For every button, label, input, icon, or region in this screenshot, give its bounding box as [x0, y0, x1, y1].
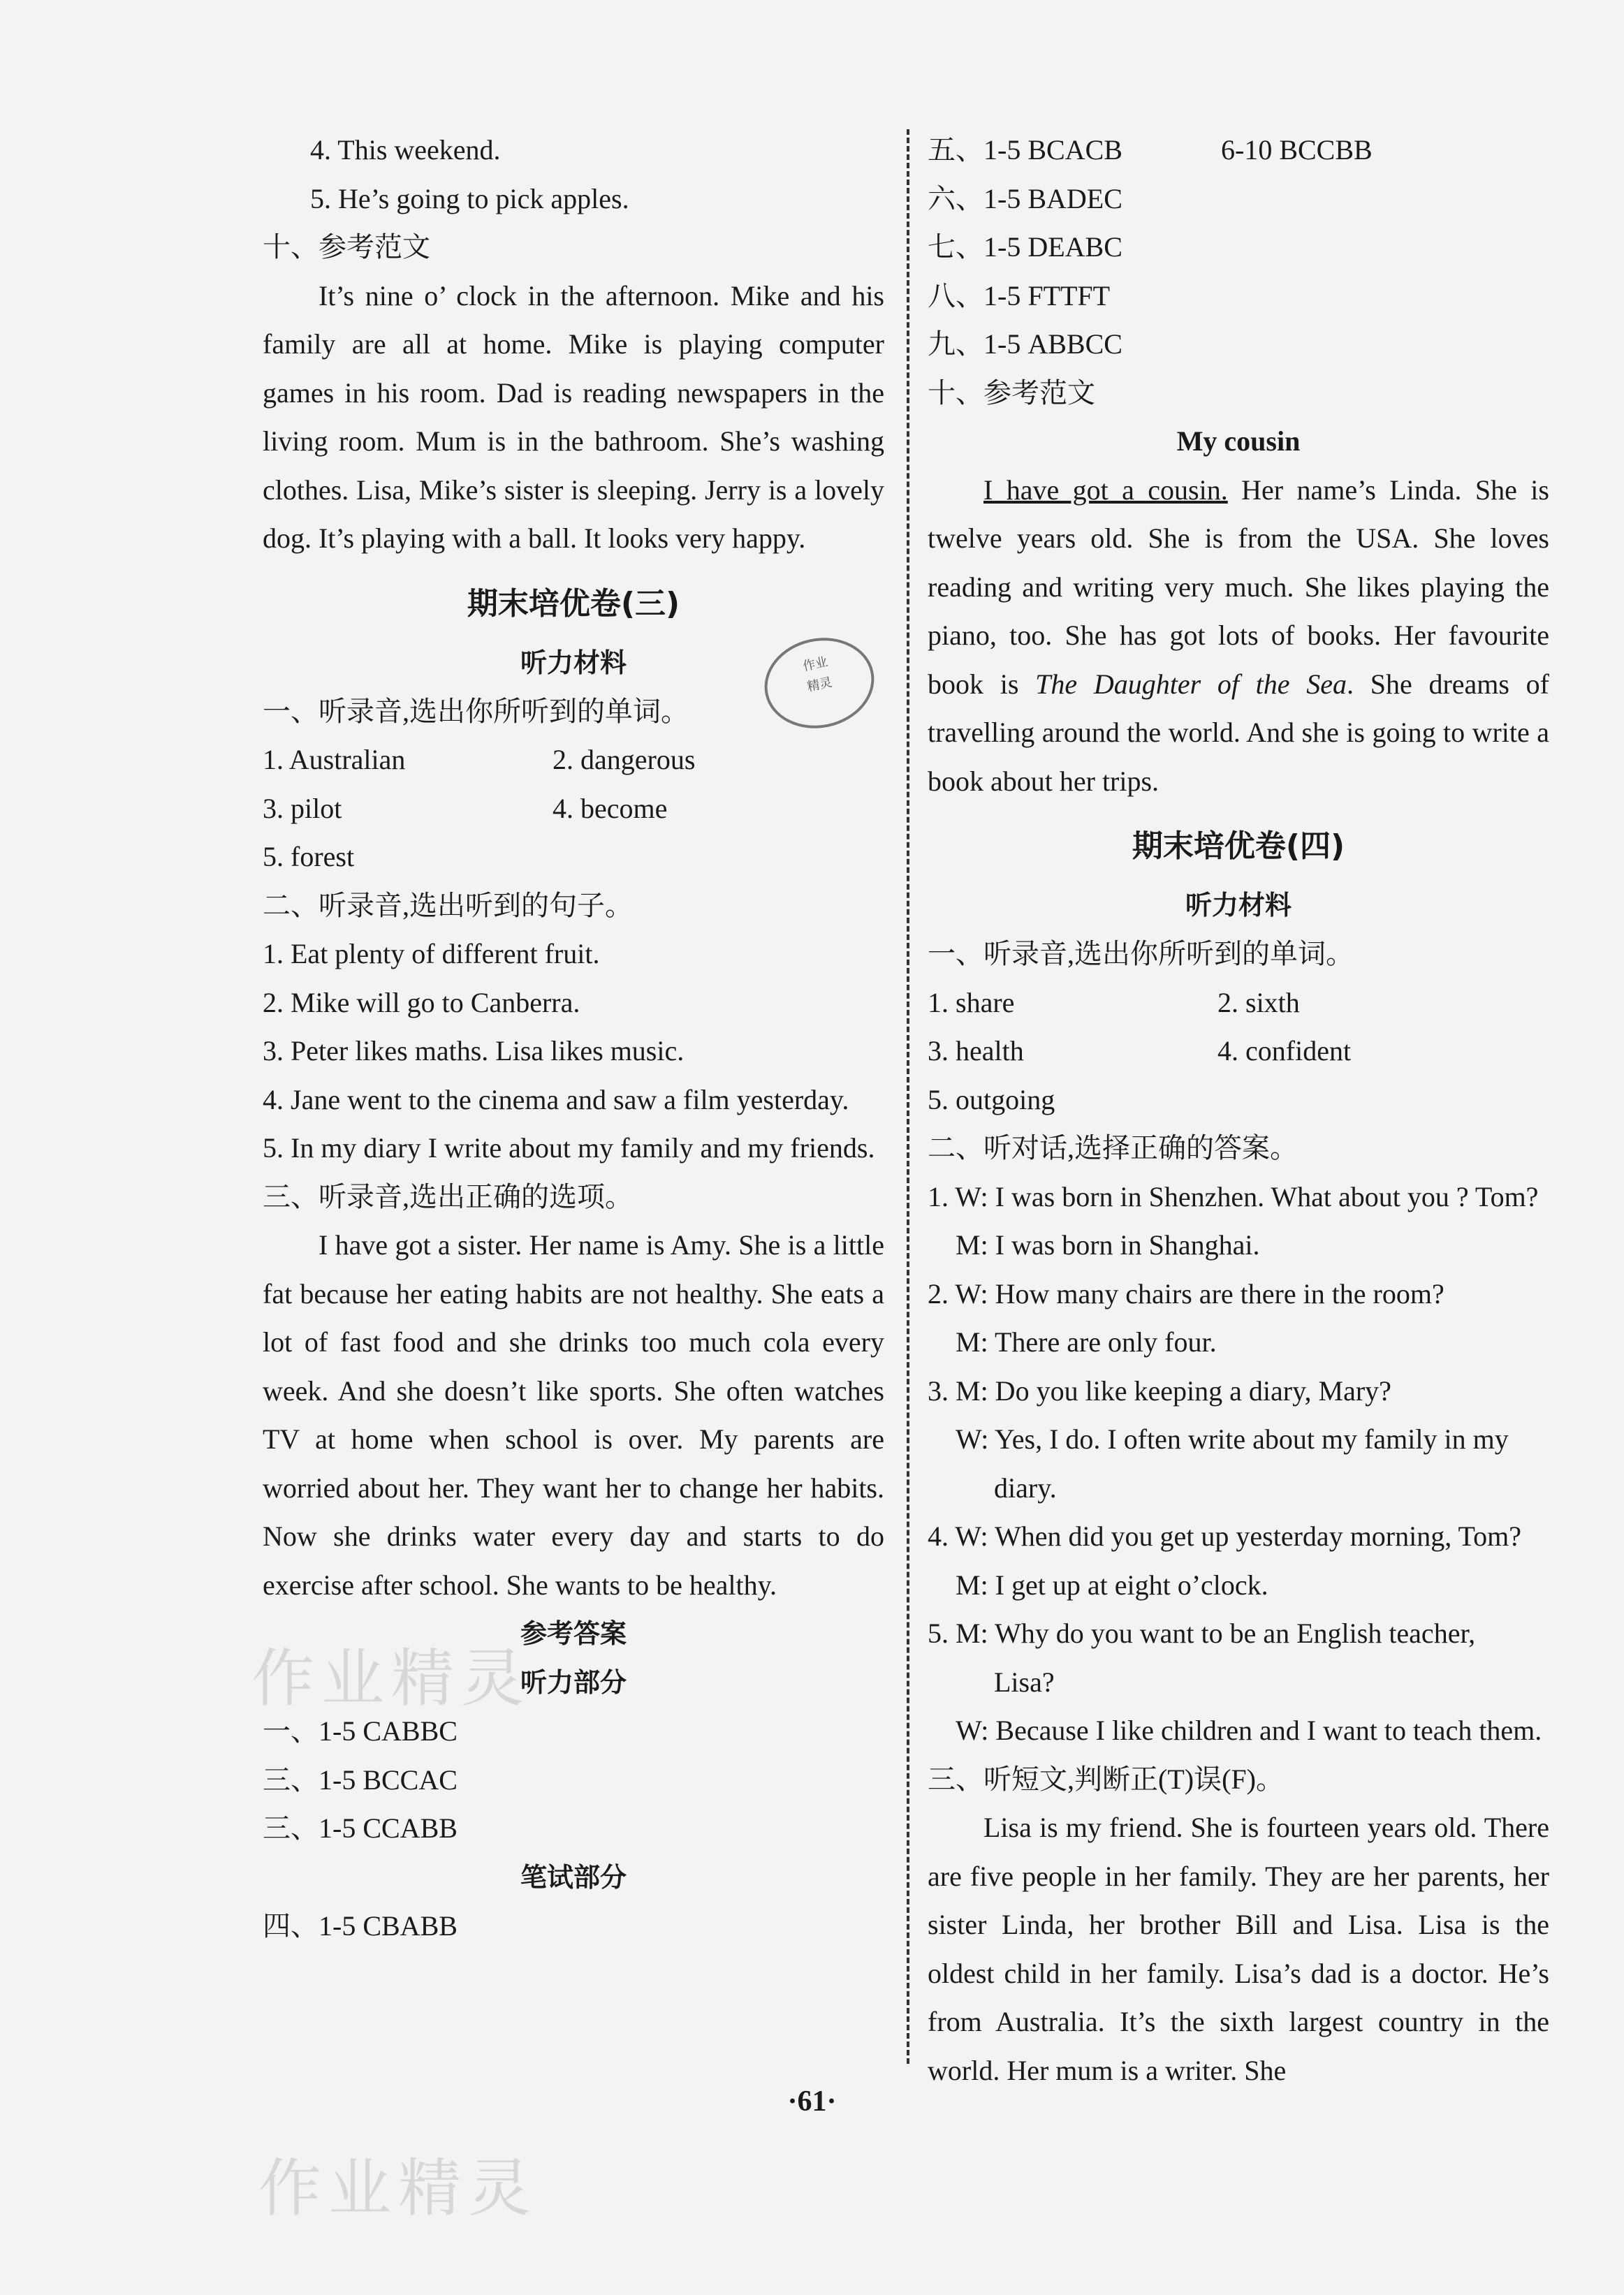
answer-key: 一、1-5 CABBC — [263, 1715, 458, 1747]
dialogue-line: M: I was born in Shanghai. — [956, 1229, 1260, 1261]
book-title: The Daughter of the Sea — [1035, 668, 1347, 700]
sample-essay — [928, 466, 1549, 806]
dialogue-line: 4. W: When did you get up yesterday morning, Tom? — [928, 1520, 1522, 1552]
question-heading: 三、听录音,选出正确的选项。 — [263, 1180, 633, 1212]
word-item: 1. share — [928, 986, 1015, 1018]
listening-passage: Lisa is my friend. She is fourteen years old. There are five people in her family. They are her parents, her sister Linda, her brother Bill and Lisa. Lisa is the oldest child in her family. Lisa’s dad is a doctor. He’s from Australia. It’s the sixth largest country in the world. Her mum is a writer. She — [928, 1812, 1549, 2086]
dialogue-line: 3. M: Do you like keeping a diary, Mary? — [928, 1374, 1391, 1407]
answer-key: 五、1-5 BCACB — [928, 134, 1122, 166]
answer-key-row — [928, 126, 1549, 175]
watermark: 作业精灵 — [251, 1642, 531, 1715]
word-row — [263, 735, 884, 784]
word-item: 4. become — [553, 792, 668, 824]
dialogue-line: M: I get up at eight o’clock. — [956, 1569, 1268, 1601]
section-heading: 十、参考范文 — [263, 231, 430, 263]
exam-title: 期末培优卷(四) — [1132, 828, 1345, 864]
listening-title: 听力材料 — [1185, 890, 1292, 921]
dialogue-line: 5. M: Why do you want to be an English teacher, — [928, 1618, 1476, 1649]
word-row — [928, 978, 1549, 1027]
dialogue-line: 1. W: I was born in Shenzhen. What about you ? Tom? — [928, 1180, 1539, 1212]
answer-line: 5. He’s going to pick apples. — [310, 182, 629, 214]
sample-essay: It’s nine o’ clock in the afternoon. Mike and his family are all at home. Mike is playing computer games in his room. Dad is reading newspapers in the living room. Mum is in the bathroom. She’s washing clothes. Lisa, Mike’s sister is sleeping. Jerry is a lovely dog. It’s playing with a ball. It looks very happy. — [263, 279, 884, 554]
right-column — [928, 126, 1549, 2095]
word-item: 5. outgoing — [928, 1083, 1055, 1115]
question-heading: 三、听短文,判断正(T)误(F)。 — [928, 1763, 1284, 1795]
listening-part-title: 听力部分 — [520, 1667, 627, 1698]
answer-key: 6-10 BCCBB — [1221, 134, 1373, 166]
word-row — [928, 1027, 1549, 1076]
answer-key: 九、1-5 ABBCC — [928, 328, 1122, 360]
stamp-text: 作业 — [801, 654, 830, 675]
essay-text: . She dreams of travelling around the world. And she is going to write a book about her trips. — [928, 668, 1550, 797]
answer-key: 三、1-5 CCABB — [263, 1812, 458, 1844]
page-number: ·61· — [787, 2085, 837, 2118]
answer-key: 四、1-5 CBABB — [263, 1909, 458, 1942]
word-item: 1. Australian — [263, 744, 406, 775]
question-heading: 二、听对话,选择正确的答案。 — [928, 1132, 1298, 1164]
dialogue-line: M: There are only four. — [956, 1326, 1217, 1358]
sentence-item: 1. Eat plenty of different fruit. — [263, 938, 600, 969]
word-item: 2. sixth — [1217, 986, 1300, 1018]
sentence-item: 2. Mike will go to Canberra. — [263, 986, 580, 1018]
column-divider — [907, 129, 909, 2064]
exam-title: 期末培优卷(三) — [467, 585, 680, 622]
dialogue-line: W: Because I like children and I want to teach them. — [956, 1715, 1542, 1746]
question-heading: 二、听录音,选出听到的句子。 — [263, 889, 633, 921]
dialogue-line: 2. W: How many chairs are there in the room? — [928, 1277, 1444, 1310]
stamp-text: 精灵 — [805, 675, 834, 695]
sentence-item: 4. Jane went to the cinema and saw a film yesterday. — [263, 1083, 849, 1115]
section-heading: 十、参考范文 — [928, 376, 1095, 409]
word-item: 3. pilot — [263, 792, 342, 824]
answer-key: 六、1-5 BADEC — [928, 182, 1122, 214]
word-item: 4. confident — [1217, 1035, 1352, 1066]
answer-line: 4. This weekend. — [310, 134, 501, 166]
word-item: 2. dangerous — [553, 744, 696, 775]
question-heading: 一、听录音,选出你所听到的单词。 — [263, 695, 689, 727]
essay-text: Her name’s Linda. She is twelve years old. She is from the USA. She loves reading and writing very much. She likes playing the piano, too. She has got lots of books. Her favourite book is — [928, 474, 1549, 700]
listening-passage: I have got a sister. Her name is Amy. She is a little fat because her eating habits are not healthy. She eats a lot of fast food and she drinks too much cola every week. And she doesn’t like sports. She often watches TV at home when school is over. My parents are worried about her. They want her to change her habits. Now she drinks water every day and starts to do exercise after school. She wants to be healthy. — [263, 1229, 884, 1601]
answer-key: 三、1-5 BCCAC — [263, 1764, 458, 1796]
dialogue-line: diary. — [994, 1472, 1057, 1504]
word-row — [263, 784, 884, 833]
answer-key: 八、1-5 FTTFT — [928, 279, 1111, 311]
answers-title: 参考答案 — [520, 1618, 627, 1649]
written-part-title: 笔试部分 — [520, 1861, 627, 1893]
question-heading: 一、听录音,选出你所听到的单词。 — [928, 938, 1354, 969]
essay-title: My cousin — [1176, 425, 1301, 457]
dialogue-line: W: Yes, I do. I often write about my family in my — [956, 1423, 1509, 1455]
dialogue-line: Lisa? — [994, 1666, 1055, 1698]
sentence-item: 3. Peter likes maths. Lisa likes music. — [263, 1035, 685, 1066]
word-item: 3. health — [928, 1035, 1024, 1066]
essay-first-sentence: I have got a cousin. — [983, 474, 1228, 506]
listening-title: 听力材料 — [520, 647, 627, 678]
watermark: 作业精灵 — [258, 2152, 538, 2225]
word-item: 5. forest — [263, 841, 355, 872]
sentence-item: 5. In my diary I write about my family and my friends. — [263, 1132, 875, 1164]
answer-key: 七、1-5 DEABC — [928, 231, 1122, 263]
